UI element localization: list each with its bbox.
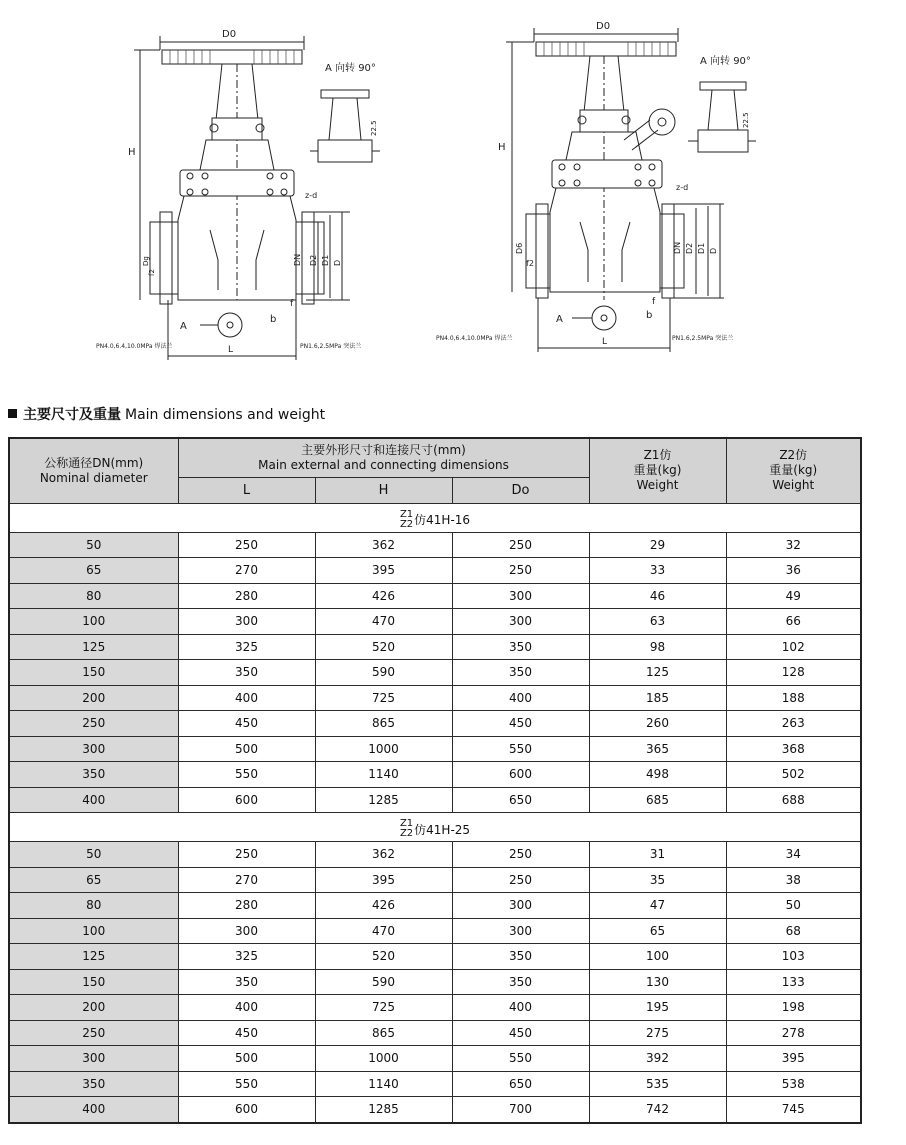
cell-do: 250 [452, 867, 589, 893]
section-title-en: Main dimensions and weight [125, 407, 326, 423]
table-row [9, 1071, 861, 1097]
cell-l: 500 [178, 1046, 315, 1072]
cell-do: 300 [452, 893, 589, 919]
cell-do: 350 [452, 660, 589, 686]
cell-do: 400 [452, 685, 589, 711]
cell-do: 350 [452, 969, 589, 995]
header-nominal-diameter [9, 438, 178, 503]
cell-z1-weight: 195 [589, 995, 726, 1021]
right-note-right: PN1.6,2.5MPa 突法兰 [672, 335, 734, 342]
model-name [400, 819, 470, 839]
cell-z2-weight: 68 [726, 918, 861, 944]
header-z2-line2: 重量(kg) [769, 463, 818, 478]
cell-do: 250 [452, 842, 589, 868]
left-valve-drawing [96, 29, 380, 360]
cell-z2-weight: 368 [726, 736, 861, 762]
header-dn-en: Nominal diameter [39, 470, 148, 485]
header-col-do: Do [452, 478, 589, 504]
cell-h: 725 [315, 685, 452, 711]
header-z2-line1: Z2仿 [779, 448, 808, 463]
table-row [9, 762, 861, 788]
cell-do: 700 [452, 1097, 589, 1123]
cell-dn: 400 [9, 1097, 178, 1123]
technical-drawings [0, 0, 906, 380]
model-top: Z1 [399, 508, 414, 520]
cell-z1-weight: 65 [589, 918, 726, 944]
right-d0-label: D0 [596, 21, 611, 32]
cell-do: 350 [452, 634, 589, 660]
cell-dn: 300 [9, 736, 178, 762]
left-zd-label: z-d [305, 191, 318, 200]
cell-h: 520 [315, 634, 452, 660]
header-z1-line1: Z1仿 [643, 448, 672, 463]
cell-l: 325 [178, 944, 315, 970]
right-l-label: L [602, 337, 608, 347]
cell-l: 280 [178, 893, 315, 919]
model-label [9, 503, 861, 532]
right-f2-label: f2 [526, 259, 534, 268]
model-name [400, 510, 470, 530]
cell-do: 300 [452, 918, 589, 944]
cell-dn: 150 [9, 969, 178, 995]
left-f2-label: f2 [148, 269, 156, 276]
cell-z2-weight: 66 [726, 609, 861, 635]
cell-z2-weight: 133 [726, 969, 861, 995]
cell-z2-weight: 36 [726, 558, 861, 584]
model-group-row [9, 813, 861, 842]
cell-z2-weight: 538 [726, 1071, 861, 1097]
right-zd-label: z-d [676, 183, 689, 192]
cell-l: 250 [178, 842, 315, 868]
table-row [9, 1020, 861, 1046]
table-row [9, 867, 861, 893]
table-header [9, 438, 861, 503]
header-main-dimensions [178, 438, 589, 478]
cell-z2-weight: 263 [726, 711, 861, 737]
model-suffix: 仿41H-25 [414, 822, 471, 837]
cell-l: 300 [178, 918, 315, 944]
cell-z2-weight: 34 [726, 842, 861, 868]
table-row [9, 532, 861, 558]
left-b-label: b [270, 314, 277, 325]
cell-dn: 80 [9, 583, 178, 609]
table-row [9, 918, 861, 944]
model-bottom: Z2 [399, 518, 414, 530]
section-title [8, 404, 325, 424]
right-d6-label: D6 [515, 242, 524, 254]
left-h-label: H [128, 147, 136, 158]
cell-do: 350 [452, 944, 589, 970]
right-note-left: PN4.0,6.4,10.0MPa 焊法兰 [436, 335, 513, 342]
cell-z2-weight: 395 [726, 1046, 861, 1072]
right-h-label: H [498, 142, 506, 153]
cell-h: 1285 [315, 1097, 452, 1123]
left-note-right: PN1.6,2.5MPa 突法兰 [300, 343, 362, 350]
cell-h: 362 [315, 532, 452, 558]
bullet-square-icon [8, 409, 17, 418]
cell-z2-weight: 128 [726, 660, 861, 686]
cell-dn: 50 [9, 532, 178, 558]
cell-z2-weight: 103 [726, 944, 861, 970]
header-dims-cn: 主要外形尺寸和连接尺寸(mm) [301, 443, 466, 457]
model-stack [400, 510, 413, 530]
cell-z1-weight: 63 [589, 609, 726, 635]
right-d2-label: D2 [685, 242, 694, 254]
table-row [9, 1097, 861, 1123]
cell-l: 350 [178, 660, 315, 686]
cell-l: 250 [178, 532, 315, 558]
cell-z2-weight: 198 [726, 995, 861, 1021]
cell-dn: 250 [9, 1020, 178, 1046]
cell-l: 500 [178, 736, 315, 762]
cell-l: 400 [178, 995, 315, 1021]
table-row [9, 583, 861, 609]
cell-dn: 65 [9, 867, 178, 893]
left-l-label: L [228, 345, 234, 355]
cell-do: 400 [452, 995, 589, 1021]
cell-z1-weight: 742 [589, 1097, 726, 1123]
cell-do: 600 [452, 762, 589, 788]
cell-l: 400 [178, 685, 315, 711]
cell-z1-weight: 275 [589, 1020, 726, 1046]
cell-z2-weight: 688 [726, 787, 861, 813]
left-d-label: D [333, 259, 342, 266]
cell-dn: 125 [9, 634, 178, 660]
cell-dn: 200 [9, 995, 178, 1021]
cell-dn: 100 [9, 609, 178, 635]
dimensions-table [8, 437, 862, 1124]
table-row [9, 1046, 861, 1072]
cell-do: 450 [452, 1020, 589, 1046]
cell-do: 650 [452, 1071, 589, 1097]
left-d2-label: D2 [309, 254, 318, 266]
cell-z1-weight: 535 [589, 1071, 726, 1097]
cell-h: 865 [315, 1020, 452, 1046]
model-bottom: Z2 [399, 828, 414, 839]
right-f-label: f [652, 297, 656, 307]
right-rotate-note: A 向转 90° [700, 56, 751, 67]
cell-l: 350 [178, 969, 315, 995]
cell-do: 550 [452, 736, 589, 762]
table-row [9, 944, 861, 970]
cell-h: 590 [315, 660, 452, 686]
cell-do: 450 [452, 711, 589, 737]
cell-z2-weight: 49 [726, 583, 861, 609]
cell-z1-weight: 392 [589, 1046, 726, 1072]
cell-z1-weight: 29 [589, 532, 726, 558]
right-225-label: 22.5 [742, 112, 750, 128]
valve-drawings-svg [0, 0, 906, 380]
cell-z2-weight: 745 [726, 1097, 861, 1123]
cell-z1-weight: 130 [589, 969, 726, 995]
cell-h: 395 [315, 558, 452, 584]
cell-z1-weight: 47 [589, 893, 726, 919]
model-top: Z1 [399, 818, 414, 829]
cell-dn: 150 [9, 660, 178, 686]
cell-l: 270 [178, 867, 315, 893]
cell-do: 250 [452, 558, 589, 584]
right-valve-drawing [436, 21, 756, 352]
cell-do: 300 [452, 583, 589, 609]
cell-h: 1140 [315, 1071, 452, 1097]
cell-do: 300 [452, 609, 589, 635]
table-row [9, 558, 861, 584]
cell-h: 470 [315, 918, 452, 944]
cell-dn: 65 [9, 558, 178, 584]
cell-z1-weight: 46 [589, 583, 726, 609]
left-dn-label: DN [293, 253, 302, 266]
cell-h: 1140 [315, 762, 452, 788]
header-z1-line2: 重量(kg) [633, 463, 682, 478]
cell-dn: 350 [9, 762, 178, 788]
cell-z2-weight: 32 [726, 532, 861, 558]
cell-z1-weight: 498 [589, 762, 726, 788]
cell-dn: 100 [9, 918, 178, 944]
left-d0-label: D0 [222, 29, 237, 40]
table-row [9, 660, 861, 686]
model-label [9, 813, 861, 842]
left-f-label: f [290, 299, 294, 309]
cell-z1-weight: 260 [589, 711, 726, 737]
header-z2-weight [726, 438, 861, 503]
section-title-cn: 主要尺寸及重量 [23, 407, 121, 423]
model-stack [400, 819, 413, 839]
cell-z2-weight: 278 [726, 1020, 861, 1046]
left-rotate-note: A 向转 90° [325, 63, 376, 74]
table-row [9, 711, 861, 737]
cell-z2-weight: 102 [726, 634, 861, 660]
table-row [9, 893, 861, 919]
cell-l: 600 [178, 1097, 315, 1123]
cell-z2-weight: 38 [726, 867, 861, 893]
cell-dn: 400 [9, 787, 178, 813]
cell-do: 550 [452, 1046, 589, 1072]
cell-z2-weight: 50 [726, 893, 861, 919]
cell-h: 590 [315, 969, 452, 995]
cell-z1-weight: 185 [589, 685, 726, 711]
left-a-label: A [180, 321, 187, 332]
cell-dn: 125 [9, 944, 178, 970]
left-dg-label: Dg [142, 256, 150, 266]
table-row [9, 842, 861, 868]
left-225-label: 22.5 [370, 120, 378, 136]
model-group-row [9, 503, 861, 532]
cell-l: 550 [178, 762, 315, 788]
cell-z1-weight: 125 [589, 660, 726, 686]
cell-h: 865 [315, 711, 452, 737]
right-b-label: b [646, 310, 653, 321]
right-dn-label: DN [673, 241, 682, 254]
header-col-h: H [315, 478, 452, 504]
model-suffix: 仿41H-16 [414, 513, 471, 527]
cell-z1-weight: 100 [589, 944, 726, 970]
cell-dn: 250 [9, 711, 178, 737]
cell-l: 550 [178, 1071, 315, 1097]
header-dims-en: Main external and connecting dimensions [258, 458, 509, 472]
header-dn-cn: 公称通径DN(mm) [44, 455, 144, 470]
cell-l: 600 [178, 787, 315, 813]
header-z2-line3: Weight [772, 478, 815, 493]
cell-l: 280 [178, 583, 315, 609]
cell-h: 1000 [315, 736, 452, 762]
header-z1-line3: Weight [636, 478, 679, 493]
cell-h: 520 [315, 944, 452, 970]
right-a-label: A [556, 314, 563, 325]
cell-l: 450 [178, 1020, 315, 1046]
table-row [9, 634, 861, 660]
cell-z1-weight: 33 [589, 558, 726, 584]
cell-l: 325 [178, 634, 315, 660]
table-row [9, 685, 861, 711]
cell-h: 1285 [315, 787, 452, 813]
header-z1-weight [589, 438, 726, 503]
cell-dn: 300 [9, 1046, 178, 1072]
cell-dn: 80 [9, 893, 178, 919]
cell-h: 470 [315, 609, 452, 635]
cell-h: 426 [315, 583, 452, 609]
cell-z1-weight: 98 [589, 634, 726, 660]
cell-dn: 50 [9, 842, 178, 868]
cell-h: 426 [315, 893, 452, 919]
cell-l: 450 [178, 711, 315, 737]
left-note-left: PN4.0,6.4,10.0MPa 焊法兰 [96, 343, 173, 350]
cell-l: 270 [178, 558, 315, 584]
cell-h: 725 [315, 995, 452, 1021]
cell-z1-weight: 685 [589, 787, 726, 813]
right-d1-label: D1 [697, 242, 706, 254]
cell-z1-weight: 31 [589, 842, 726, 868]
cell-h: 1000 [315, 1046, 452, 1072]
cell-dn: 350 [9, 1071, 178, 1097]
cell-do: 250 [452, 532, 589, 558]
table-row [9, 609, 861, 635]
cell-h: 395 [315, 867, 452, 893]
cell-z2-weight: 188 [726, 685, 861, 711]
table-row [9, 969, 861, 995]
left-d1-label: D1 [321, 254, 330, 266]
cell-z1-weight: 365 [589, 736, 726, 762]
cell-h: 362 [315, 842, 452, 868]
cell-l: 300 [178, 609, 315, 635]
cell-z1-weight: 35 [589, 867, 726, 893]
header-col-l: L [178, 478, 315, 504]
table-body [9, 503, 861, 1123]
cell-do: 650 [452, 787, 589, 813]
table-row [9, 787, 861, 813]
right-d-label: D [709, 247, 718, 254]
table-row [9, 736, 861, 762]
cell-dn: 200 [9, 685, 178, 711]
cell-z2-weight: 502 [726, 762, 861, 788]
table-row [9, 995, 861, 1021]
